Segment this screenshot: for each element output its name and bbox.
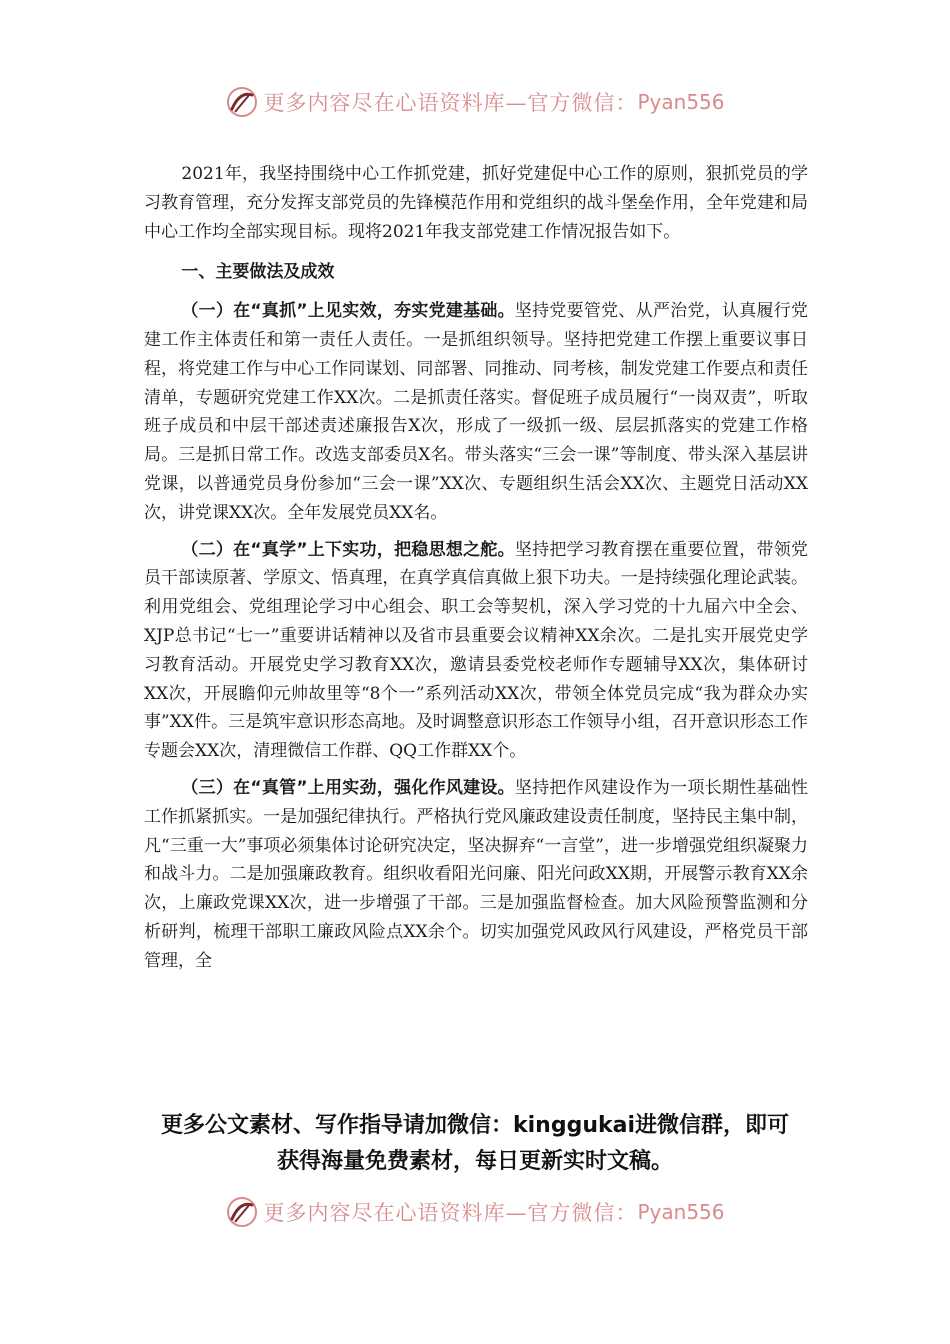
paragraph-2	[144, 536, 808, 766]
paragraph-1-text: 坚持党要管党、从严治党，认真履行党建工作主体责任和第一责任人责任。一是抓组织领导。坚持把党建工作摆上重要议事日程，将党建工作与中心工作同谋划、同部署、同推动、同考核，制发党建工作要点和责任清单，专题研究党建工作XX次。二是抓责任落实。督促班子成员履行“一岗双责”，听取班子成员和中层干部述责述廉报告X次，形成了一级抓一级、层层抓落实的党建工作格局。三是抓日常工作。改选支部委员X名。带头落实“三会一课”等制度、带头深入基层讲党课，以普通党员身份参加“三会一课”XX次、专题组织生活会XX次、主题党日活动XX次，讲党课XX次。全年发展党员XX名。	[144, 301, 808, 523]
footer-banner-text: 更多内容尽在心语资料库—官方微信：	[263, 1201, 638, 1225]
brand-logo-icon	[225, 85, 259, 119]
document-body	[144, 160, 808, 984]
paragraph-3-text: 坚持把作风建设作为一项长期性基础性工作抓紧抓实。一是加强纪律执行。严格执行党风廉政建设责任制度，坚持民主集中制，凡“三重一大”事项必须集体讨论研究决定，坚决摒弃“一言堂”，进一步增强党组织凝聚力和战斗力。二是加强廉政教育。组织收看阳光问廉、阳光问政XX期，开展警示教育XX余次，上廉政党课XX次，进一步增强了干部。三是加强监督检查。加大风险预警监测和分析研判，梳理干部职工廉政风险点XX余个。切实加强党风政风行风建设，严格党员干部管理，全	[144, 777, 808, 971]
intro-paragraph: 2021年，我坚持围绕中心工作抓党建，抓好党建促中心工作的原则，狠抓党员的学习教育管理，充分发挥支部党员的先锋模范作用和党组织的战斗堡垒作用，全年党建和局中心工作均全部实现目标。现将2021年我支部党建工作情况报告如下。	[144, 164, 808, 242]
promo-line-1: 更多公文素材、写作指导请加微信：kinggukai进微信群，即可	[160, 1113, 789, 1138]
header-banner-text: 更多内容尽在心语资料库—官方微信：	[263, 91, 638, 115]
paragraph-2-text: 坚持把学习教育摆在重要位置，带领党员干部读原著、学原文、悟真理，在真学真信真做上狠下功夫。一是持续强化理论武装。利用党组会、党组理论学习中心组会、职工会等契机，深入学习党的十九届六中全会、XJP总书记“七一”重要讲话精神以及省市县重要会议精神XX余次。二是扎实开展党史学习教育活动。开展党史学习教育XX次，邀请县委党校老师作专题辅导XX次，集体研讨XX次，开展瞻仰元帅故里等“8个一”系列活动XX次，带领全体党员完成“我为群众办实事”XX件。三是筑牢意识形态高地。及时调整意识形态工作领导小组，召开意识形态工作专题会XX次，清理微信工作群、QQ工作群XX个。	[144, 539, 808, 762]
paragraph-1-lead: （一）在“真抓”上见实效，夯实党建基础。	[181, 301, 515, 322]
header-wechat-id: Pyan556	[637, 90, 725, 114]
paragraph-3	[144, 774, 808, 976]
paragraph-2-lead: （二）在“真学”上下实功，把稳思想之舵。	[181, 539, 515, 560]
paragraph-1	[144, 297, 808, 527]
paragraph-3-lead: （三）在“真管”上用实劲，强化作风建设。	[181, 777, 515, 798]
promo-line-2: 获得海量免费素材，每日更新实时文稿。	[276, 1149, 673, 1174]
brand-logo-icon	[225, 1195, 259, 1229]
footer-wechat-id: Pyan556	[637, 1200, 725, 1224]
footer-banner	[0, 1192, 950, 1232]
header-banner	[0, 82, 950, 122]
promo-notice	[100, 1108, 850, 1180]
section-heading: 一、主要做法及成效	[181, 262, 335, 283]
